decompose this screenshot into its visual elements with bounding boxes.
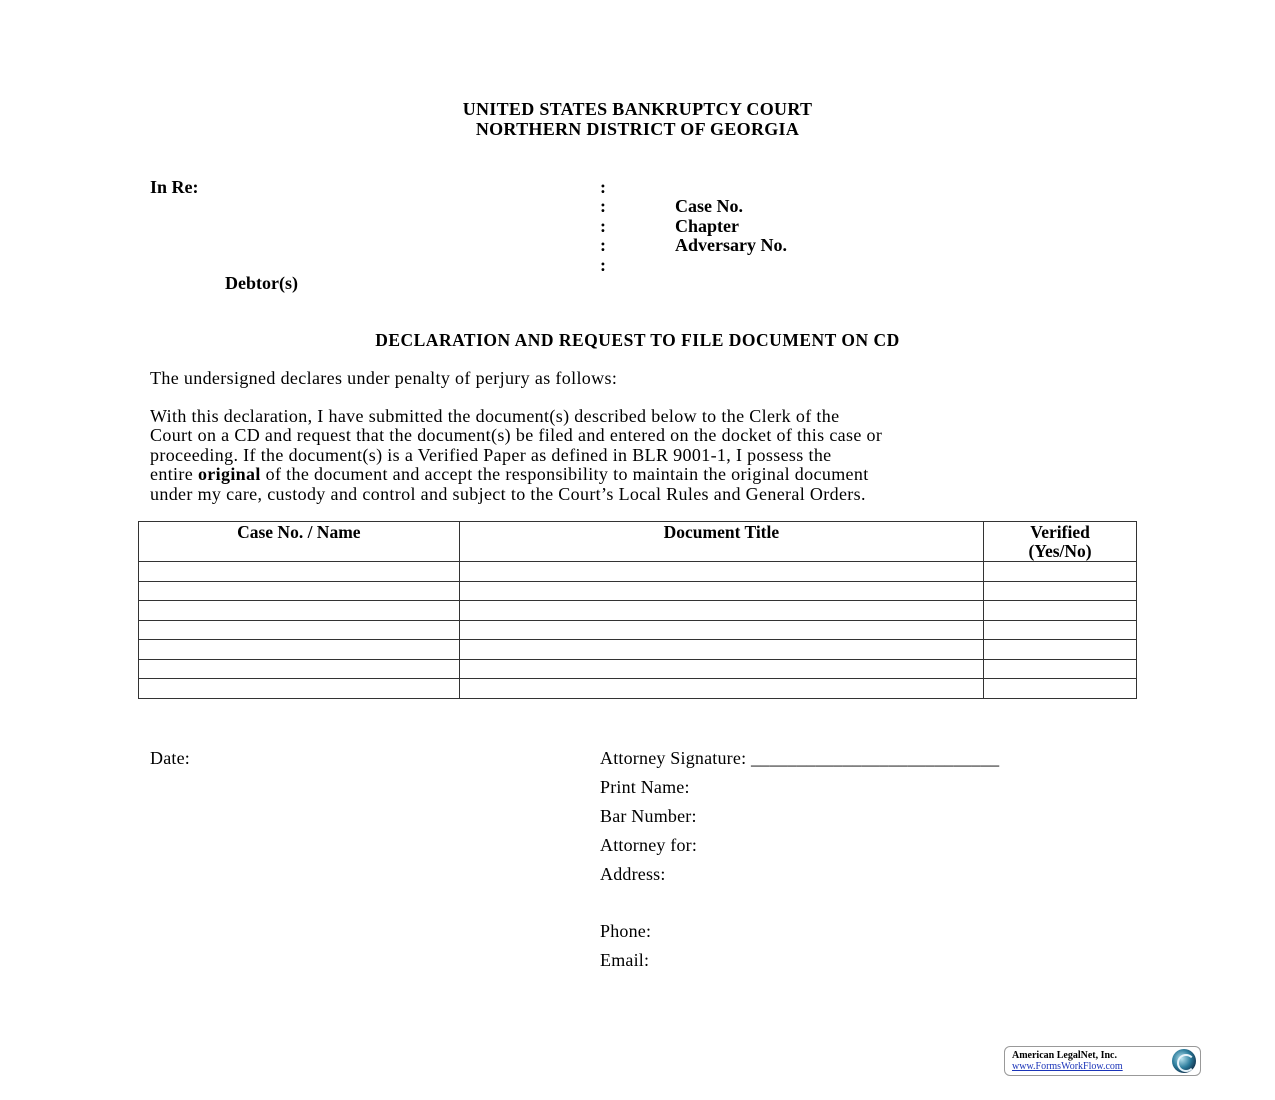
paragraph-line: With this declaration, I have submitted the document(s) described below to the Clerk of the	[150, 406, 840, 426]
address-label: Address:	[600, 864, 666, 884]
verified-cell[interactable]	[984, 601, 1137, 621]
table-row	[139, 581, 1137, 601]
caption-colon: :	[600, 235, 606, 255]
court-name: UNITED STATES BANKRUPTCY COURT	[462, 99, 813, 119]
verified-cell[interactable]	[984, 679, 1137, 699]
paragraph-line: under my care, custody and control and subject to the Court’s Local Rules and General Orders.	[150, 483, 866, 504]
caption-colon: :	[600, 177, 606, 197]
original-emphasis: original	[197, 464, 261, 485]
table-row	[139, 679, 1137, 699]
signature-line[interactable]: ___________________________	[750, 748, 1000, 768]
title-cell[interactable]	[459, 679, 983, 699]
case-cell[interactable]	[139, 640, 460, 660]
case-cell[interactable]	[139, 581, 460, 601]
title-cell[interactable]	[459, 601, 983, 621]
table-row	[139, 620, 1137, 640]
paragraph-line: proceeding. If the document(s) is a Verified Paper as defined in BLR 9001-1, I possess the	[150, 444, 832, 465]
print-name-label: Print Name:	[600, 777, 690, 797]
paragraph-line	[150, 465, 1140, 484]
case-no-label: Case No.	[675, 196, 743, 216]
header-line: (Yes/No)	[1028, 541, 1092, 561]
caption-colon: :	[600, 216, 606, 236]
table-row	[139, 601, 1137, 621]
table-header-row	[139, 522, 1137, 562]
bar-number-label: Bar Number:	[600, 806, 697, 826]
attorney-signature-label: Attorney Signature:	[600, 748, 747, 768]
case-cell[interactable]	[139, 679, 460, 699]
case-cell[interactable]	[139, 601, 460, 621]
globe-logo-icon	[1172, 1049, 1196, 1073]
documents-table	[138, 521, 1137, 699]
in-re-label: In Re:	[150, 177, 199, 197]
adversary-no-label: Adversary No.	[675, 235, 787, 255]
attorney-for-label: Attorney for:	[600, 835, 698, 855]
verified-cell[interactable]	[984, 640, 1137, 660]
company-name: American LegalNet, Inc.	[1012, 1050, 1117, 1061]
title-cell[interactable]	[459, 659, 983, 679]
column-header-document-title: Document Title	[459, 522, 983, 562]
column-header-verified	[984, 522, 1137, 562]
verified-cell[interactable]	[984, 562, 1137, 582]
company-link[interactable]: www.FormsWorkFlow.com	[1012, 1061, 1123, 1072]
email-label: Email:	[600, 950, 650, 970]
caption-colon: :	[600, 255, 606, 275]
header-line: Verified	[1030, 522, 1090, 542]
declaration-paragraph	[150, 407, 1140, 504]
text: of the document and accept the responsibility to maintain the original document	[260, 464, 869, 485]
paragraph-line: Court on a CD and request that the document(s) be filed and entered on the docket of this case or	[150, 425, 883, 446]
case-cell[interactable]	[139, 562, 460, 582]
case-cell[interactable]	[139, 659, 460, 679]
table-row	[139, 659, 1137, 679]
date-label: Date:	[150, 748, 190, 768]
debtors-label: Debtor(s)	[225, 273, 298, 293]
verified-cell[interactable]	[984, 620, 1137, 640]
text: entire	[150, 464, 198, 485]
title-cell[interactable]	[459, 640, 983, 660]
column-header-case-name: Case No. / Name	[139, 522, 460, 562]
verified-cell[interactable]	[984, 581, 1137, 601]
table-row	[139, 562, 1137, 582]
intro-text: The undersigned declares under penalty of perjury as follows:	[150, 368, 618, 388]
verified-cell[interactable]	[984, 659, 1137, 679]
table-row	[139, 640, 1137, 660]
document-title: DECLARATION AND REQUEST TO FILE DOCUMENT ON CD	[375, 330, 900, 350]
title-cell[interactable]	[459, 620, 983, 640]
case-cell[interactable]	[139, 620, 460, 640]
title-cell[interactable]	[459, 562, 983, 582]
attorney-signature-field	[600, 748, 999, 769]
legalnet-badge[interactable]	[1004, 1046, 1201, 1076]
court-district: NORTHERN DISTRICT OF GEORGIA	[475, 119, 800, 139]
title-cell[interactable]	[459, 581, 983, 601]
caption-colon: :	[600, 196, 606, 216]
chapter-label: Chapter	[675, 216, 739, 236]
phone-label: Phone:	[600, 921, 652, 941]
